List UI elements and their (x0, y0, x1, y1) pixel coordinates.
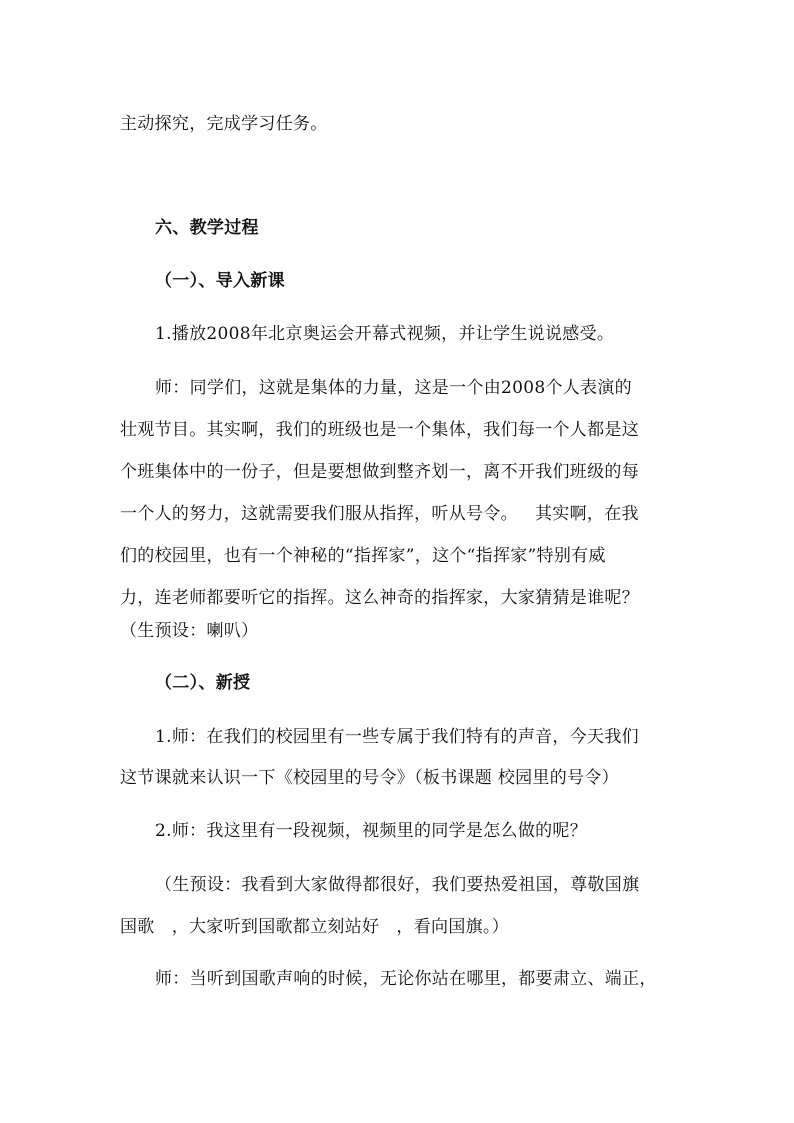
text-line: 国歌 ，大家听到国歌都立刻站好 ，看向国旗。） (120, 917, 510, 937)
text-line: 1.师：在我们的校园里有一些专属于我们特有的声音，今天我们 (155, 727, 639, 747)
text-line: 这节课就来认识一下《校园里的号令》（板书课题 校园里的号令） (120, 768, 619, 788)
text-line: 壮观节目。其实啊，我们的班级也是一个集体，我们每一个人都是这 (120, 420, 639, 440)
text-line: （生预设：喇叭） (120, 621, 259, 641)
text-line: 一个人的努力，这就需要我们服从指挥，听从号令。 其实啊，在我 (120, 504, 639, 524)
text-line: 师：同学们，这就是集体的力量，这是一个由2008个人表演的 (155, 378, 632, 398)
text-line: 师：当听到国歌声响的时候，无论你站在哪里，都要肃立、端正， (155, 969, 657, 989)
subheading-intro: （一）、导入新课 (155, 271, 285, 291)
text-line: 个班集体中的一份子，但是要想做到整齐划一，离不开我们班级的每 (120, 462, 639, 482)
text-line: 1.播放2008年北京奥运会开幕式视频，并让学生说说感受。 (155, 324, 615, 344)
text-line: 力，连老师都要听它的指挥。这么神奇的指挥家，大家猜猜是谁呢？ (120, 588, 639, 608)
text-line: 主动探究，完成学习任务。 (120, 114, 328, 134)
text-line: 们的校园里，也有一个神秘的“指挥家”，这个“指挥家”特别有威 (120, 546, 606, 566)
section-heading: 六、教学过程 (155, 218, 259, 238)
subheading-new-lesson: （二）、新授 (155, 673, 251, 693)
text-line: （生预设：我看到大家做得都很好，我们要热爱祖国，尊敬国旗 (155, 875, 640, 895)
text-line: 2.师：我这里有一段视频，视频里的同学是怎么做的呢？ (155, 821, 588, 841)
